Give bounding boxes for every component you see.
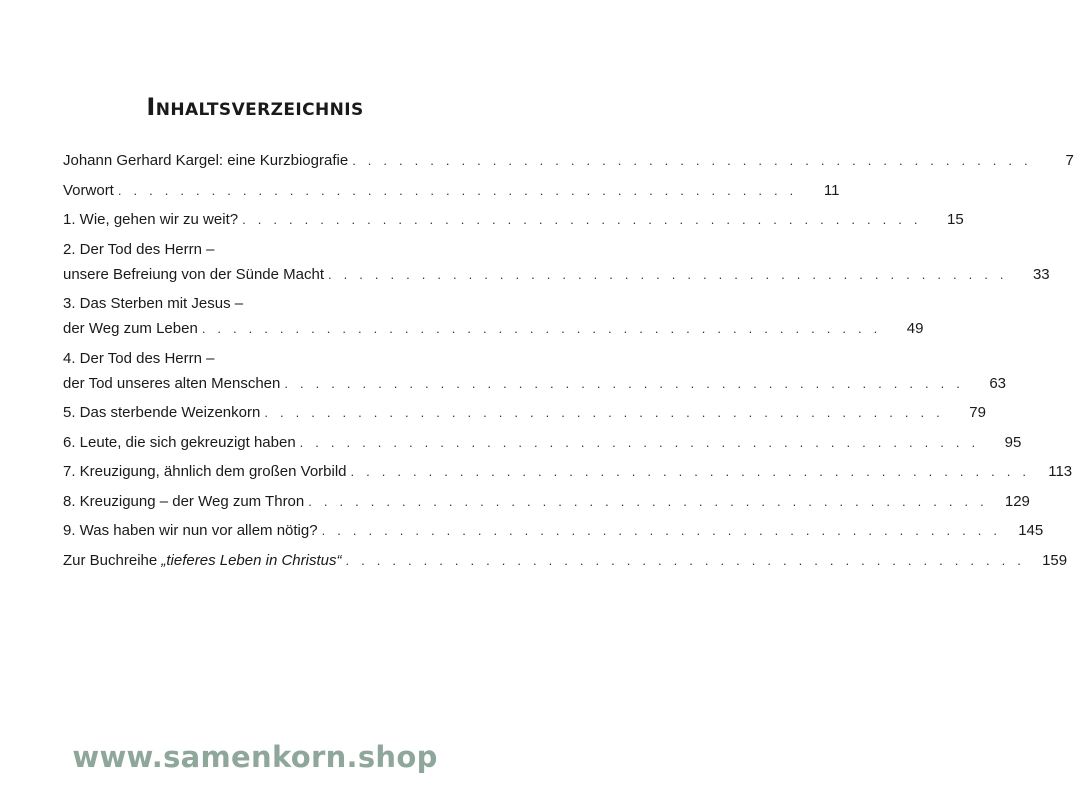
toc-entry-title: 4. Der Tod des Herrn – xyxy=(63,349,215,367)
toc-entry-title: Johann Gerhard Kargel: eine Kurzbiografie xyxy=(63,152,349,169)
table-of-contents xyxy=(63,148,1074,577)
watermark-url: www.samenkorn.shop xyxy=(72,740,438,774)
toc-entry-title-prefix: Zur Buchreihe xyxy=(63,551,162,569)
toc-entry-title: 2. Der Tod des Herrn – xyxy=(63,240,215,258)
toc-page-number: 145 xyxy=(1018,522,1044,539)
toc-page-number: 63 xyxy=(989,374,1007,392)
leader-dots: . . . . . . . . . . . . . . . . . . . . . . . . . . . . . . . . . . . . . . . . . . . . xyxy=(242,212,922,227)
leader-dots: . . . . . . . . . . . . . . . . . . . . . . . . . . . . . . . . . . . . . . . . . . . . xyxy=(345,552,1026,568)
leader-dots: . . . . . . . . . . . . . . . . . . . . . . . . . . . . . . . . . . . . . . . . . . . . xyxy=(308,493,988,509)
toc-page-number: 113 xyxy=(1048,463,1073,480)
toc-page-number: 129 xyxy=(1004,492,1030,510)
toc-entry[interactable] xyxy=(63,518,1044,543)
leader-dots: . . . . . . . . . . . . . . . . . . . . . . . . . . . . . . . . . . . . . . . . . . . . xyxy=(350,464,1031,479)
toc-entry[interactable] xyxy=(63,430,1022,455)
toc-entry-title: Vorwort xyxy=(63,181,114,199)
toc-entry[interactable] xyxy=(63,148,1074,173)
toc-entry[interactable] xyxy=(63,489,1030,514)
toc-page-number: 49 xyxy=(906,320,924,337)
toc-entry[interactable] xyxy=(63,459,1073,484)
toc-page-number: 33 xyxy=(1032,265,1050,283)
toc-page-number: 15 xyxy=(947,211,964,228)
page-title: Inhaltsverzeichnis xyxy=(146,93,364,121)
leader-dots: . . . . . . . . . . . . . . . . . . . . . . . . . . . . . . . . . . . . . . . . . . . . xyxy=(299,434,980,450)
toc-entry-subtitle: unsere Befreiung von der Sünde Macht xyxy=(63,265,324,283)
toc-entry-subtitle: der Tod unseres alten Menschen xyxy=(63,374,281,392)
toc-entry-subtitle: der Weg zum Leben xyxy=(63,320,198,337)
toc-entry-title: 3. Das Sterben mit Jesus – xyxy=(63,295,244,312)
toc-entry-title: 8. Kreuzigung – der Weg zum Thron xyxy=(63,492,305,510)
leader-dots: . . . . . . . . . . . . . . . . . . . . . . . . . . . . . . . . . . . . . . . . . . . . xyxy=(201,321,882,336)
toc-entry[interactable] xyxy=(63,400,986,425)
toc-entry[interactable] xyxy=(63,346,1007,396)
toc-entry[interactable] xyxy=(63,237,1050,287)
toc-entry[interactable] xyxy=(63,207,964,232)
leader-dots: . . . . . . . . . . . . . . . . . . . . . . . . . . . . . . . . . . . . . . . . . . . . xyxy=(352,153,1032,168)
toc-entry[interactable] xyxy=(63,548,1068,573)
toc-entry-title xyxy=(63,548,341,573)
leader-dots: . . . . . . . . . . . . . . . . . . . . . . . . . . . . . . . . . . . . . . . . . . . . xyxy=(117,182,798,198)
toc-entry-title: 9. Was haben wir nun vor allem nötig? xyxy=(63,522,318,539)
toc-entry[interactable] xyxy=(63,178,840,203)
toc-entry[interactable] xyxy=(63,291,924,341)
toc-entry-title: 7. Kreuzigung, ähnlich dem großen Vorbild xyxy=(63,463,347,480)
leader-dots: . . . . . . . . . . . . . . . . . . . . . . . . . . . . . . . . . . . . . . . . . . . . xyxy=(321,523,1002,538)
toc-entry-title: 6. Leute, die sich gekreuzigt haben xyxy=(63,433,296,451)
leader-dots: . . . . . . . . . . . . . . . . . . . . . . . . . . . . . . . . . . . . . . . . . . . . xyxy=(264,405,944,420)
toc-page-number: 7 xyxy=(1065,152,1074,169)
toc-page-number: 11 xyxy=(823,181,840,199)
leader-dots: . . . . . . . . . . . . . . . . . . . . . . . . . . . . . . . . . . . . . . . . . . . . xyxy=(284,375,965,391)
toc-page-number: 159 xyxy=(1042,551,1068,569)
toc-page-number: 95 xyxy=(1004,433,1022,451)
leader-dots: . . . . . . . . . . . . . . . . . . . . . . . . . . . . . . . . . . . . . . . . . . . . xyxy=(328,266,1008,282)
toc-entry-title: 5. Das sterbende Weizenkorn xyxy=(63,404,261,421)
toc-page-number: 79 xyxy=(969,404,986,421)
toc-entry-title: 1. Wie, gehen wir zu weit? xyxy=(63,211,239,228)
series-name: „tieferes Leben in Christus“ xyxy=(161,551,342,569)
